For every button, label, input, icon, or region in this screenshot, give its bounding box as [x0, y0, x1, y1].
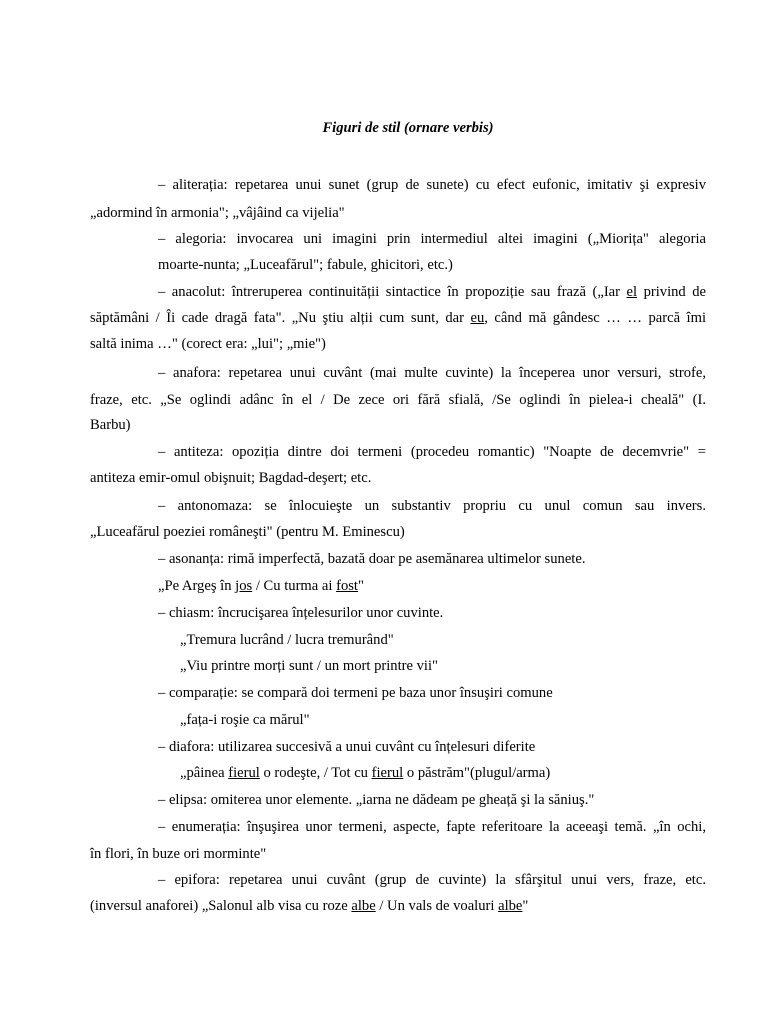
- text-line: [158, 684, 553, 702]
- text-line: [90, 897, 528, 915]
- underlined-word: albe: [351, 898, 376, 914]
- text-segment: „Viu printre morți sunt / un mort printre vii": [180, 658, 438, 674]
- underlined-word: albe: [498, 898, 523, 914]
- text-segment: / Cu turma ai: [252, 578, 337, 594]
- text-segment: moarte-nunta; „Luceafărul"; fabule, ghicitori, etc.): [158, 257, 453, 273]
- text-line: [158, 283, 706, 301]
- text-segment: Barbu): [90, 417, 131, 433]
- text-line: [158, 871, 706, 889]
- text-segment: o păstrăm"(plugul/arma): [403, 765, 551, 781]
- text-segment: – anacolut: întreruperea continuității sintactice în propoziție sau frază („Iar: [158, 284, 627, 300]
- text-line: [180, 657, 438, 675]
- text-segment: (inversul anaforei) „Salonul alb visa cu roze: [90, 898, 352, 914]
- text-segment: – antonomaza: se înlocuieşte un substantiv propriu cu unul comun sau invers.: [158, 498, 706, 514]
- text-line: [90, 523, 405, 541]
- text-line: [158, 738, 535, 756]
- text-segment: „Pe Argeş în: [158, 578, 236, 594]
- underlined-word: fost: [336, 578, 358, 594]
- text-segment: / Un vals de voaluri: [375, 898, 499, 914]
- text-line: [90, 309, 706, 327]
- text-segment: saltă inima …" (corect era: „lui"; „mie"): [90, 336, 326, 352]
- text-line: [90, 391, 706, 409]
- text-line: [158, 604, 443, 622]
- text-line: [158, 364, 706, 382]
- text-line: [158, 791, 594, 809]
- text-line: [158, 443, 706, 461]
- text-segment: antiteza emir-omul obişnuit; Bagdad-deşert; etc.: [90, 470, 372, 486]
- document-title: Figuri de stil (ornare verbis): [322, 120, 494, 136]
- text-segment: fraze, etc. „Se oglindi adânc în el / De zece ori fără sfială, /Se oglindi în pielea-i cheală" (I.: [90, 392, 706, 408]
- text-line: [90, 469, 371, 487]
- text-line: [180, 631, 394, 649]
- text-line: [158, 230, 706, 248]
- text-line: [158, 550, 585, 568]
- text-line: [180, 764, 550, 782]
- text-segment: – asonanța: rimă imperfectă, bazată doar pe asemănarea ultimelor sunete.: [158, 551, 586, 567]
- text-line: [90, 204, 345, 222]
- underlined-word: el: [626, 284, 638, 300]
- text-segment: săptămâni / Îi cade dragă fata". „Nu ştiu alții cum sunt, dar: [90, 310, 471, 326]
- text-segment: „Luceafărul poeziei româneşti" (pentru M. Eminescu): [90, 524, 405, 540]
- text-line: [158, 256, 453, 274]
- text-line: [180, 711, 310, 729]
- text-segment: – aliterația: repetarea unui sunet (grup de sunete) cu efect eufonic, imitativ şi expresiv: [158, 177, 706, 193]
- text-segment: „Tremura lucrând / lucra tremurând": [180, 632, 394, 648]
- text-segment: – antiteza: opoziția dintre doi termeni (procedeu romantic) "Noapte de decemvrie" =: [158, 444, 706, 460]
- underlined-word: eu: [470, 310, 485, 326]
- text-segment: – epifora: repetarea unui cuvânt (grup de cuvinte) la sfârşitul unui vers, fraze, etc.: [158, 872, 706, 888]
- text-segment: – alegoria: invocarea uni imagini prin intermediul altei imagini („Miorița" alegoria: [158, 231, 706, 247]
- text-line: [158, 818, 706, 836]
- text-line: [158, 497, 706, 515]
- text-segment: – chiasm: încrucişarea înțelesurilor unor cuvinte.: [158, 605, 444, 621]
- text-segment: ": [357, 578, 364, 594]
- text-segment: – anafora: repetarea unui cuvânt (mai multe cuvinte) la începerea unor versuri, strofe,: [158, 365, 706, 381]
- text-segment: privind de: [637, 284, 707, 300]
- text-segment: – comparație: se compară doi termeni pe baza unor însuşiri comune: [158, 685, 553, 701]
- underlined-word: jos: [235, 578, 253, 594]
- underlined-word: fierul: [228, 765, 260, 781]
- text-line: [90, 845, 266, 863]
- text-segment: „fața-i roşie ca mărul": [180, 712, 310, 728]
- text-segment: , când mă gândesc … … parcă îmi: [484, 310, 706, 326]
- text-segment: – enumerația: înşuşirea unor termeni, aspecte, fapte referitoare la aceeaşi temă. „în ochi,: [158, 819, 706, 835]
- text-line: [90, 416, 131, 434]
- text-line: [158, 577, 364, 595]
- text-segment: ": [522, 898, 529, 914]
- underlined-word: fierul: [371, 765, 404, 781]
- text-segment: o rodeşte, / Tot cu: [259, 765, 372, 781]
- text-segment: în flori, în buze ori morminte": [90, 846, 267, 862]
- text-line: [90, 335, 326, 353]
- text-segment: – diafora: utilizarea succesivă a unui cuvânt cu înțelesuri diferite: [158, 739, 536, 755]
- text-segment: „adormind în armonia"; „vâjâind ca vijelia": [90, 205, 345, 221]
- text-line: [158, 176, 706, 194]
- text-segment: „pâinea: [180, 765, 229, 781]
- text-segment: – elipsa: omiterea unor elemente. „iarna ne dădeam pe gheață şi la săniuş.": [158, 792, 595, 808]
